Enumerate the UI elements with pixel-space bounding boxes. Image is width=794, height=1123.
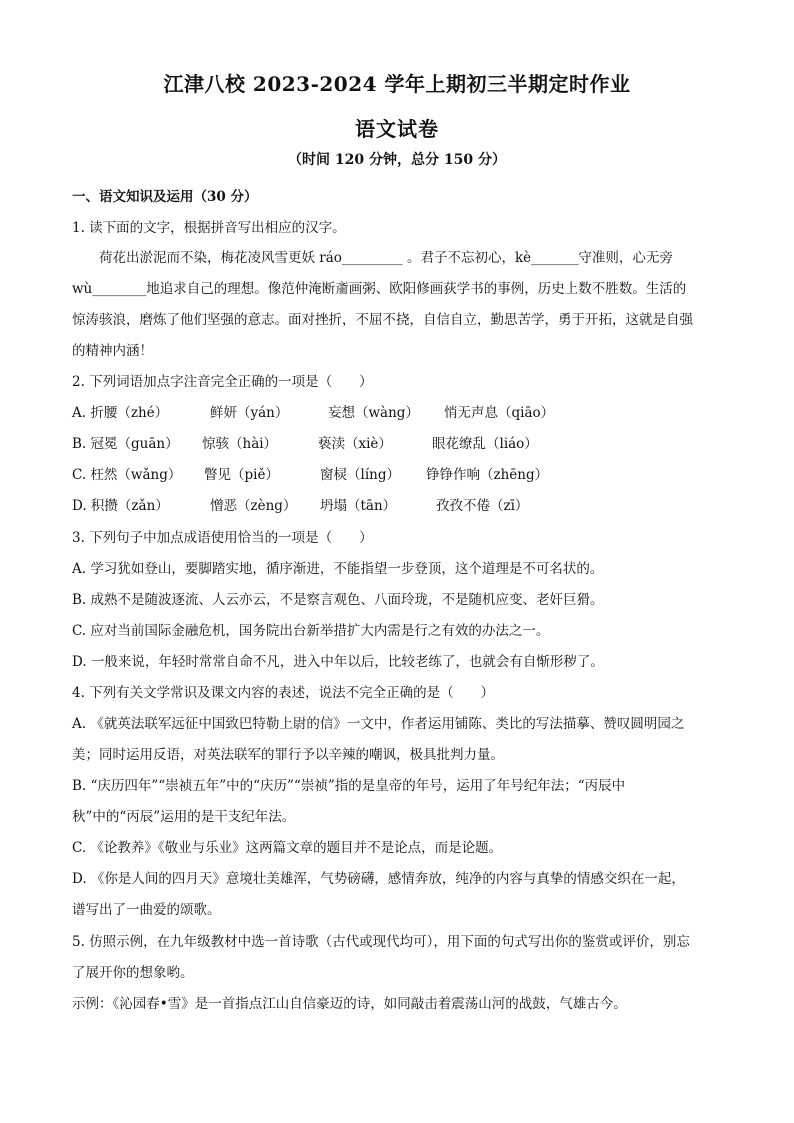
q4-option-c: C. 《论教养》《敬业与乐业》这两篇文章的题目并不是论点，而是论题。: [72, 840, 503, 856]
exam-title: 江津八校 2023-2024 学年上期初三半期定时作业: [163, 72, 631, 96]
q3-option-c: C. 应对当前国际金融危机，国务院出台新举措扩大内需是行之有效的办法之一。: [72, 623, 550, 639]
section-heading: 一、语文知识及运用（30 分）: [72, 189, 258, 205]
q2-option: 窗棂（líng）: [320, 467, 400, 483]
q2-option: 瞥见（piě）: [204, 467, 279, 483]
q1-passage-line: 荷花出淤泥而不染，梅花凌风雪更妖 ráo_________ 。君子不忘初心，kè_______守准则，心无旁: [72, 250, 673, 266]
time-note: （时间 120 分钟，总分 150 分）: [288, 152, 506, 168]
q4-option-a: A. 《就英法联军远征中国致巴特勒上尉的信》一文中，作者运用铺陈、类比的写法描摹、赞叹圆明园之: [72, 716, 685, 732]
q2-option: 亵渎（xiè）: [318, 436, 392, 452]
q3-option-a: A. 学习犹如登山，要脚踏实地，循序渐进，不能指望一步登顶，这个道理是不可名状的。: [72, 561, 604, 577]
q5-stem: 5. 仿照示例，在九年级教材中选一首诗歌（古代或现代均可），用下面的句式写出你的鉴赏或评价，别忘: [72, 934, 690, 950]
q2-stem: 2. 下列词语加点字注音完全正确的一项是（ ）: [72, 374, 373, 390]
q2-option: 憎恶（zèng）: [210, 498, 297, 514]
q2-option: C. 枉然（wǎng）: [72, 467, 182, 483]
q4-option-b: B. “庆历四年”“崇祯五年”中的“庆历”“崇祯”指的是皇帝的年号，运用了年号纪年法；“丙辰中: [72, 778, 626, 794]
q2-option: 坍塌（tān）: [320, 498, 397, 514]
q2-option: 铮铮作响（zhēng）: [426, 467, 549, 483]
q2-option: 孜孜不倦（zī）: [436, 498, 529, 514]
q2-option: B. 冠冕（guān）: [72, 436, 179, 452]
q3-option-b: B. 成熟不是随波逐流、人云亦云，不是察言观色、八面玲珑，不是随机应变、老奸巨猾。: [72, 592, 604, 608]
q4-option-b-cont: 秋”中的“丙辰”运用的是干支纪年法。: [72, 809, 296, 825]
q2-option: A. 折腰（zhé）: [72, 405, 169, 421]
q1-passage-line: wù________地追求自己的理想。像范仲淹断齑画粥、欧阳修画荻学书的事例，历史上数不胜数。生活的: [72, 281, 687, 297]
q2-option: 眼花缭乱（liáo）: [432, 436, 538, 452]
subject-title: 语文试卷: [355, 117, 439, 141]
q1-passage-line: 的精神内涵！: [72, 343, 153, 359]
q2-option: 鲜妍（yán）: [210, 405, 289, 421]
q1-passage-line: 惊涛骇浪，磨炼了他们坚强的意志。面对挫折，不屈不挠，自信自立，勤思苦学，勇于开拓，这就是自强: [72, 312, 693, 328]
q4-stem: 4. 下列有关文学常识及课文内容的表述，说法不完全正确的是（ ）: [72, 685, 495, 701]
q2-option: D. 积攒（zǎn）: [72, 498, 169, 514]
q3-option-d: D. 一般来说，年轻时常常自命不凡，进入中年以后，比较老练了，也就会有自惭形秽了。: [72, 654, 604, 670]
q2-option: 妄想（wàng）: [328, 405, 419, 421]
q4-option-d-cont: 谱写出了一曲爱的颂歌。: [72, 902, 221, 918]
q3-stem: 3. 下列句子中加点成语使用恰当的一项是（ ）: [72, 530, 373, 546]
q2-option: 惊骇（hài）: [202, 436, 278, 452]
q4-option-a-cont: 美；同时运用反语，对英法联军的罪行予以辛辣的嘲讽，极具批判力量。: [72, 747, 504, 763]
q5-example: 示例：《沁园春•雪》是一首指点江山自信豪迈的诗，如同敲击着震荡山河的战鼓，气雄古今。: [72, 996, 627, 1012]
q1-stem: 1. 读下面的文字，根据拼音写出相应的汉字。: [72, 220, 346, 236]
q5-stem-cont: 了展开你的想象哟。: [72, 965, 194, 981]
q2-option: 悄无声息（qiāo）: [444, 405, 555, 421]
q4-option-d: D. 《你是人间的四月天》意境壮美雄浑，气势磅礴，感情奔放，纯净的内容与真挚的情感交织在一起，: [72, 871, 685, 887]
